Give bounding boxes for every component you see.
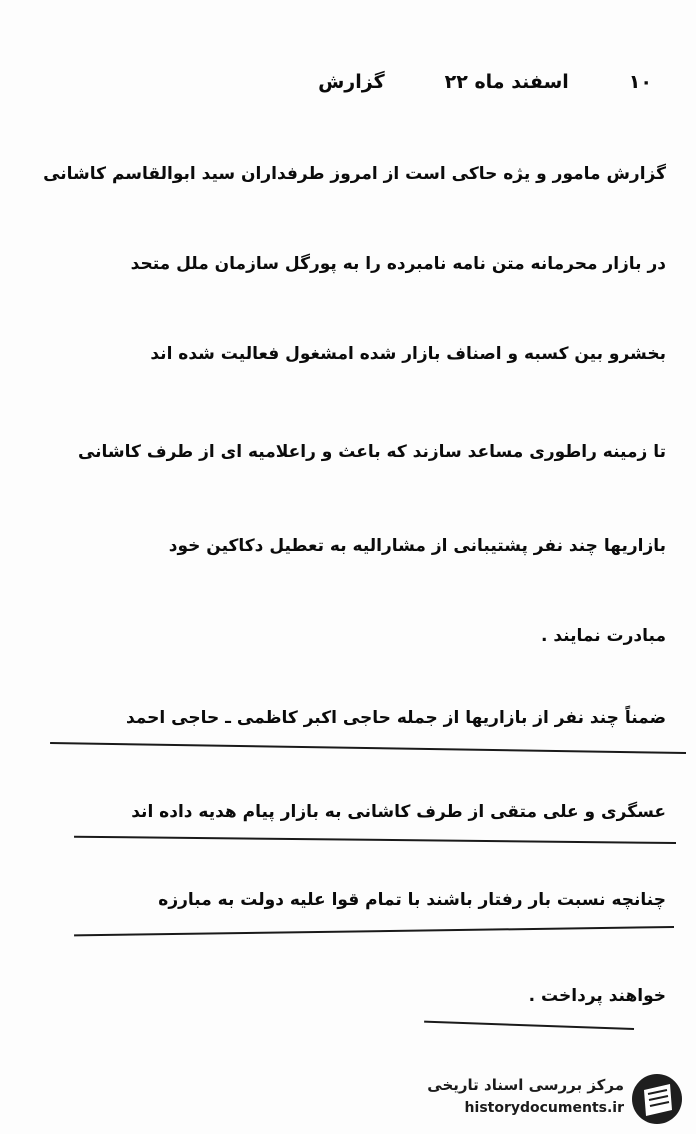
- underline-2: [74, 836, 676, 844]
- document-header: [292, 62, 652, 102]
- text-line-10: خواهند پرداخت .: [528, 986, 666, 1006]
- header-number: ۱۰: [628, 71, 652, 93]
- logo-title: مرکز بررسی اسناد تاریخی: [427, 1076, 624, 1094]
- text-line-9: چنانچه نسبت بار رفتار باشند با تمام قوا علیه دولت به مبارزه: [158, 890, 666, 910]
- text-line-2: در بازار محرمانه متن نامه نامبرده را به پورگل سازمان ملل متحد: [130, 254, 666, 274]
- text-line-3: بخشرو بین کسبه و اصناف بازار شده امشغول فعالیت شده اند: [150, 344, 666, 364]
- text-line-1: گزارش مامور و یژه حاکی است از امروز طرفداران سید ابوالقاسم کاشانی: [43, 164, 666, 184]
- header-date: اسفند ماه ۲۲: [444, 71, 569, 93]
- logo-url: historydocuments.ir: [464, 1100, 624, 1116]
- underline-4: [424, 1021, 634, 1030]
- archive-logo: [408, 1070, 688, 1130]
- text-line-6: مبادرت نمایند .: [540, 626, 666, 646]
- text-line-5: بازاریها چند نفر پشتیبانی از مشارالیه به تعطیل دکاکین خود: [168, 536, 666, 556]
- text-line-8: عسگری و علی متقی از طرف کاشانی به بازار پیام هدیه داده اند: [131, 802, 666, 822]
- archive-emblem-icon: [630, 1072, 684, 1126]
- underline-1: [50, 742, 686, 754]
- underline-3: [74, 926, 674, 936]
- text-line-4: تا زمینه راطوری مساعد سازند که باعث و راعلامیه ای از طرف کاشانی: [77, 442, 666, 462]
- text-line-7: ضمناً چند نفر از بازاریها از جمله حاجی اکبر کاظمی ـ حاجی احمد: [125, 708, 666, 728]
- header-title: گزارش: [318, 71, 385, 93]
